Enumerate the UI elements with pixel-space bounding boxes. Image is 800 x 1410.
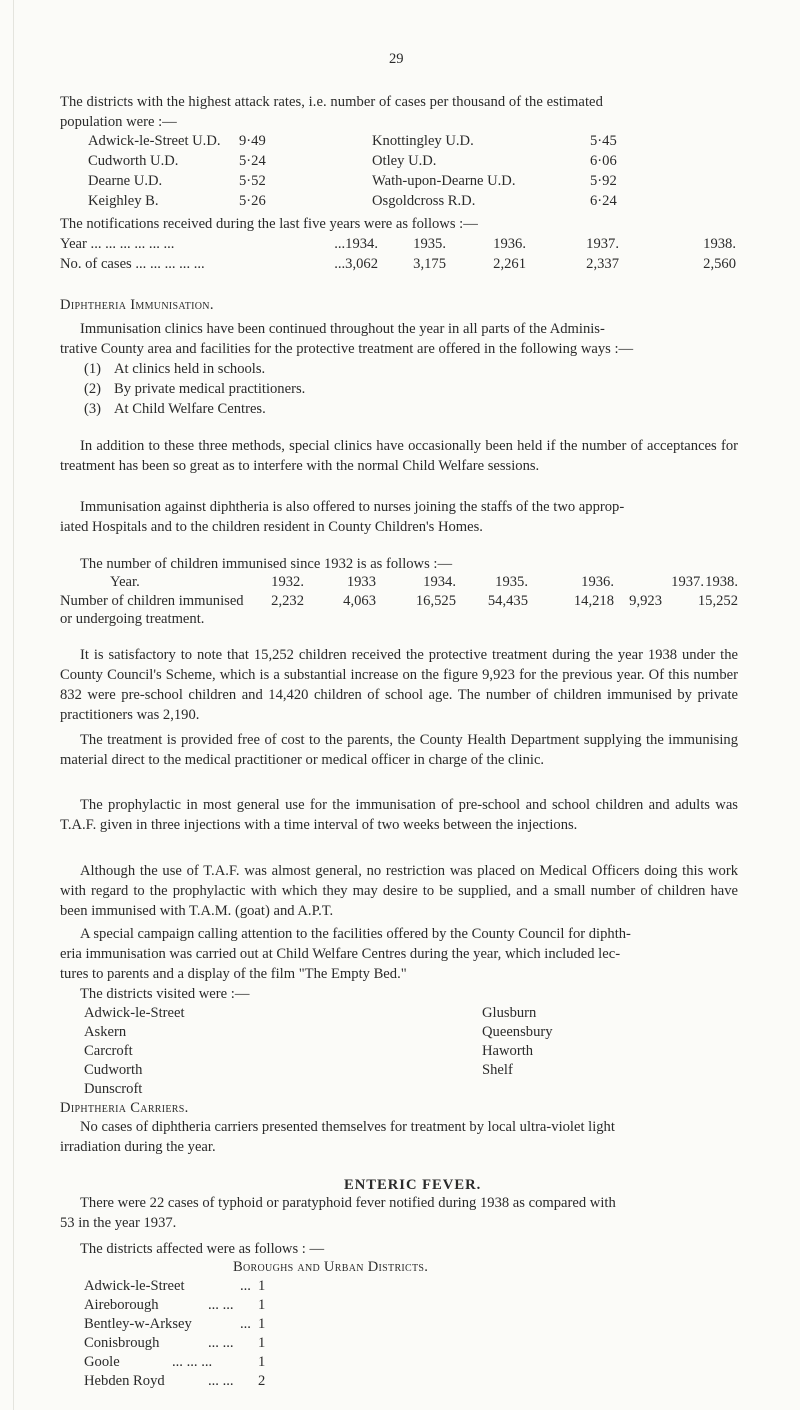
attack-rate-district: Cudworth U.D. (88, 153, 179, 169)
carriers-line1: No cases of diphtheria carriers presented themselves for treatment by local ultra-violet light (80, 1119, 615, 1135)
immunisation-p8-line2: eria immunisation was carried out at Child Welfare Centres during the year, which included lec- (60, 946, 621, 962)
immunisation-p8-line3: tures to parents and a display of the film "The Empty Bed." (60, 966, 407, 982)
attack-rate-value: 5·45 (590, 133, 617, 149)
notification-cases: 2,337 (586, 256, 619, 272)
visited-district: Haworth (482, 1043, 534, 1059)
immunised-row-label: Number of children immunised (60, 593, 244, 609)
immunisation-heading: Diphtheria Immunisation. (60, 297, 214, 313)
immunised-count: 2,232 (271, 593, 304, 609)
notification-year: 1936. (493, 236, 526, 252)
immunised-year: 1932. (271, 574, 304, 590)
urban-district-dots: ... ... (208, 1297, 234, 1313)
enteric-heading: ENTERIC FEVER. (344, 1177, 482, 1193)
immunised-count: 14,218 (573, 593, 614, 609)
carriers-heading: Diphtheria Carriers. (60, 1100, 189, 1116)
attack-rate-district: Wath-upon-Dearne U.D. (372, 173, 516, 189)
attack-rate-value: 9·49 (239, 133, 266, 149)
notification-year: ...1934. (334, 236, 378, 252)
immunised-count: 16,525 (415, 593, 456, 609)
immunised-count: 54,435 (487, 593, 528, 609)
attack-rate-value: 6·06 (590, 153, 617, 169)
attack-rate-district: Adwick-le-Street U.D. (88, 133, 221, 149)
immunisation-p7: Although the use of T.A.F. was almost general, no restriction was placed on Medical Officers doing this work with regard to the prophylactic with which they may desire to be supplied, and a small number of children have been immunised with T.A.M. (goat) and A.P.T. (60, 863, 738, 919)
attack-rate-district: Otley U.D. (372, 153, 437, 169)
immunisation-p2: In addition to these three methods, special clinics have occasionally been held if the number of acceptances for treatment has been so great as to interfere with the normal Child Welfare sessions. (60, 438, 738, 474)
immunisation-p6: The prophylactic in most general use for the immunisation of pre-school and school children and adults was T.A.F. given in three injections with a time interval of two weeks between the injections. (60, 797, 738, 833)
urban-district-count: 2 (258, 1373, 266, 1389)
notification-cases: 2,261 (493, 256, 526, 272)
urban-district-name: Adwick-le-Street (84, 1278, 185, 1294)
urban-district-count: 1 (258, 1335, 266, 1351)
carriers-line2: irradiation during the year. (60, 1139, 216, 1155)
immunised-year: 1937. (671, 574, 704, 590)
visited-district: Cudworth (84, 1062, 143, 1078)
notification-cases: 2,560 (703, 256, 736, 272)
urban-district-count: 1 (258, 1297, 266, 1313)
visited-district: Askern (84, 1024, 127, 1040)
immunised-year: 1938. (705, 574, 738, 590)
visited-district: Adwick-le-Street (84, 1005, 185, 1021)
urban-district-count: 1 (258, 1316, 266, 1332)
immunised-year: 1934. (423, 574, 456, 590)
attack-rates-intro-line2: population were :— (60, 114, 177, 130)
page-edge-shadow (13, 0, 14, 1410)
attack-rate-value: 5·26 (239, 193, 266, 209)
immunised-count: 15,252 (697, 593, 738, 609)
immunisation-p8-line1: A special campaign calling attention to the facilities offered by the County Council for diphth- (80, 926, 631, 942)
attack-rates-intro-line1: The districts with the highest attack rates, i.e. number of cases per thousand of the estimated (60, 94, 603, 110)
urban-district-dots: ... ... (208, 1373, 234, 1389)
visited-district: Carcroft (84, 1043, 133, 1059)
visited-district: Glusburn (482, 1005, 537, 1021)
visited-district: Dunscroft (84, 1081, 143, 1097)
urban-district-count: 1 (258, 1278, 266, 1294)
urban-district-dots: ... ... (208, 1335, 234, 1351)
notification-year: 1935. (413, 236, 446, 252)
urban-district-dots: ... ... ... (172, 1354, 213, 1370)
notifications-year-label: Year ... ... ... ... ... ... (60, 236, 175, 252)
method-number: (3) (84, 401, 102, 417)
boroughs-heading: Boroughs and Urban Districts. (233, 1259, 429, 1275)
immunised-year-label: Year. (110, 574, 140, 590)
immunised-year: 1936. (581, 574, 614, 590)
urban-district-name: Conisbrough (84, 1335, 160, 1351)
attack-rate-value: 5·52 (239, 173, 266, 189)
urban-district-name: Hebden Royd (84, 1373, 165, 1389)
immunised-year: 1933 (346, 574, 376, 590)
method-text: By private medical practitioners. (114, 381, 306, 397)
method-number: (2) (84, 381, 102, 397)
method-text: At clinics held in schools. (114, 361, 266, 377)
attack-rate-district: Keighley B. (88, 193, 159, 209)
urban-district-dots: ... (240, 1278, 251, 1294)
urban-district-name: Aireborough (84, 1297, 159, 1313)
immunised-count: 4,063 (343, 593, 376, 609)
immunised-count: 9,923 (629, 593, 662, 609)
method-number: (1) (84, 361, 102, 377)
urban-district-count: 1 (258, 1354, 266, 1370)
immunisation-p1-line1: Immunisation clinics have been continued throughout the year in all parts of the Adminis- (80, 321, 605, 337)
notification-cases: ...3,062 (334, 256, 378, 272)
enteric-line1: There were 22 cases of typhoid or paratyphoid fever notified during 1938 as compared with (80, 1195, 616, 1211)
notification-year: 1938. (703, 236, 736, 252)
attack-rate-value: 5·24 (239, 153, 266, 169)
attack-rate-district: Dearne U.D. (88, 173, 163, 189)
notifications-intro: The notifications received during the last five years were as follows :— (60, 216, 478, 232)
urban-district-name: Bentley-w-Arksey (84, 1316, 192, 1332)
visited-district: Shelf (482, 1062, 513, 1078)
immunised-row-label-cont: or undergoing treatment. (60, 611, 205, 627)
notification-cases: 3,175 (413, 256, 446, 272)
immunisation-p3-line2: iated Hospitals and to the children resident in County Children's Homes. (60, 519, 483, 535)
urban-district-name: Goole (84, 1354, 120, 1370)
notification-year: 1937. (586, 236, 619, 252)
affected-intro: The districts affected were as follows : — (80, 1241, 325, 1257)
page-number: 29 (389, 51, 404, 67)
notifications-cases-label: No. of cases ... ... ... ... ... (60, 256, 205, 272)
visited-intro: The districts visited were :— (80, 986, 250, 1002)
visited-district: Queensbury (482, 1024, 553, 1040)
attack-rate-district: Knottingley U.D. (372, 133, 474, 149)
immunisation-p5: The treatment is provided free of cost to the parents, the County Health Department supplying the immunising material direct to the medical practitioner or medical officer in charge of the clinic. (60, 732, 738, 768)
immunised-since-intro: The number of children immunised since 1932 is as follows :— (80, 556, 453, 572)
immunised-year: 1935. (495, 574, 528, 590)
immunisation-p3-line1: Immunisation against diphtheria is also offered to nurses joining the staffs of the two approp- (80, 499, 625, 515)
urban-district-dots: ... (240, 1316, 251, 1332)
immunisation-p4: It is satisfactory to note that 15,252 children received the protective treatment during the year 1938 under the County Council's Scheme, which is a substantial increase on the figure 9,923 for the previous year. Of this number 832 were pre-school children and 14,420 children of school age. The number of children immunised by private practitioners was 2,190. (60, 647, 738, 723)
attack-rate-district: Osgoldcross R.D. (372, 193, 476, 209)
attack-rate-value: 5·92 (590, 173, 617, 189)
immunisation-p1-line2: trative County area and facilities for the protective treatment are offered in the following ways :— (60, 341, 634, 357)
enteric-line2: 53 in the year 1937. (60, 1215, 177, 1231)
method-text: At Child Welfare Centres. (114, 401, 266, 417)
attack-rate-value: 6·24 (590, 193, 617, 209)
